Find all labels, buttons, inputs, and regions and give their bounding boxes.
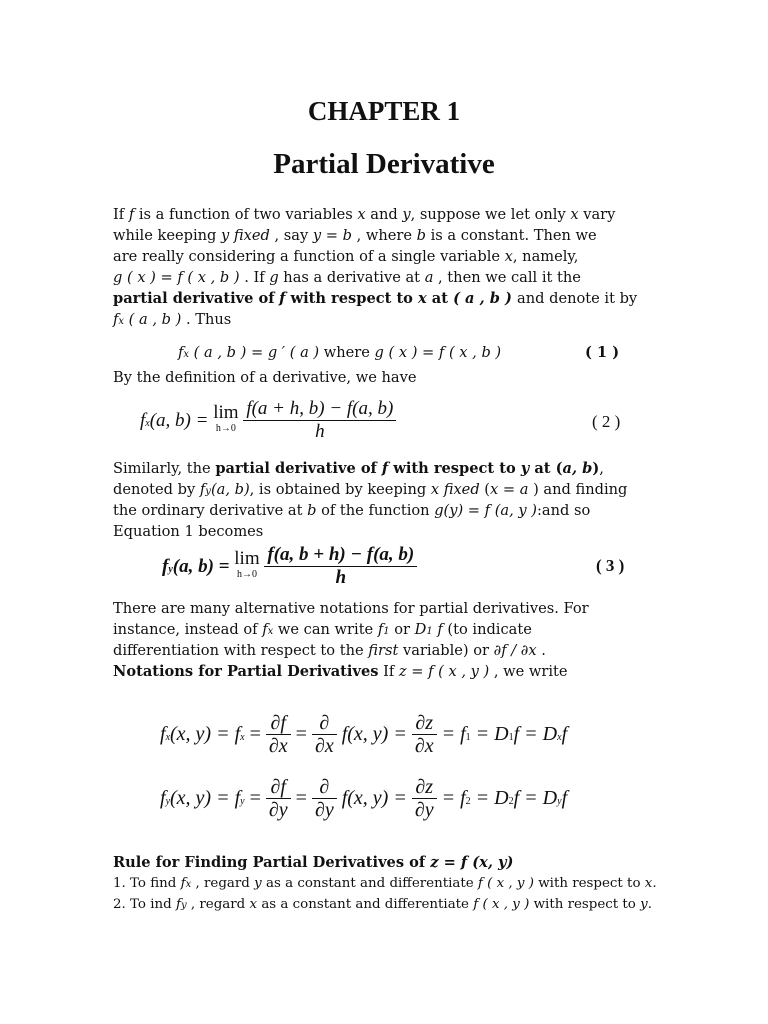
- intro-paragraph: [113, 204, 693, 330]
- limit-operator: lim h→0: [213, 401, 239, 434]
- rule-heading: Rule for Finding Partial Derivatives of z = f (x, y): [113, 854, 514, 871]
- equation-4: fx(x, y) = fx = $\frac{\partial f}{\partial x}$ = $\frac{\partial}{\partial x}$ f(x, y) = $\frac{\partial z}{\partial x}$ = f1 = D1f = Dxf: [160, 712, 568, 757]
- equation-1-number: ( 1 ): [585, 344, 620, 361]
- notations-line-3: differentiation with respect to the first variable) or ∂f / ∂x .: [113, 642, 546, 659]
- notations-paragraph: [113, 598, 693, 682]
- similarly-line-2: denoted by fy(a, b), is obtained by keeping x fixed (x = a ) and finding: [113, 481, 628, 498]
- rule-section: [113, 852, 693, 915]
- intro-line-6: fx ( a , b ) . Thus: [113, 311, 232, 328]
- definition-line: By the definition of a derivative, we have: [113, 369, 417, 386]
- similarly-line-4: Equation 1 becomes: [113, 523, 264, 540]
- equation-1: fx ( a , b ) = g ′ ( a ) where g ( x ) = f ( x , b ): [178, 344, 502, 361]
- notations-line-1: There are many alternative notations for partial derivatives. For: [113, 600, 589, 617]
- intro-line-2: while keeping y fixed , say y = b , where b is a constant. Then we: [113, 227, 597, 244]
- notations-line-4: Notations for Partial Derivatives If z = f ( x , y ) , we write: [113, 663, 568, 680]
- equation-3: fy(a, b) = lim h→0 $\frac{f(a, b + h) - f(a, b)}{h}$: [162, 544, 417, 589]
- chapter-heading: CHAPTER 1: [307, 96, 461, 126]
- intro-line-5: partial derivative of f with respect to x at ( a , b ) and denote it by: [113, 290, 638, 307]
- intro-line-3: are really considering a function of a single variable x, namely,: [113, 248, 579, 265]
- equation-2: fx(a, b) = lim h→0 $\frac{f(a + h, b) - f(a, b)}{h}$: [140, 398, 396, 443]
- page-title: Partial Derivative: [273, 148, 495, 180]
- similarly-line-1: Similarly, the partial derivative of f with respect to y at (a, b),: [113, 460, 604, 477]
- similarly-paragraph: [113, 458, 693, 542]
- equation-2-number: ( 2 ): [592, 412, 621, 431]
- intro-line-4: g ( x ) = f ( x , b ) . If g has a derivative at a , then we call it the: [113, 269, 581, 286]
- equation-5: fy(x, y) = fy = $\frac{\partial f}{\partial y}$ = $\frac{\partial}{\partial y}$ f(x, y) = $\frac{\partial z}{\partial y}$ = f2 = D2f = Dyf: [160, 776, 568, 821]
- difference-quotient: $\frac{f(a, b + h) - f(a, b)}{h}$: [264, 544, 417, 589]
- rule-2: 2. To ind fy , regard x as a constant and differentiate f ( x , y ) with respect to y.: [113, 897, 652, 912]
- equation-3-number: ( 3 ): [596, 556, 625, 575]
- similarly-line-3: the ordinary derivative at b of the function g(y) = f (a, y ):and so: [113, 502, 591, 519]
- limit-operator: lim h→0: [234, 547, 260, 580]
- rule-1: 1. To find fx , regard y as a constant and differentiate f ( x , y ) with respect to x.: [113, 876, 657, 891]
- notations-line-2: instance, instead of fx we can write f1 or D1 f (to indicate: [113, 621, 532, 638]
- intro-line-1: If f is a function of two variables x and y, suppose we let only x vary: [113, 206, 616, 223]
- difference-quotient: $\frac{f(a + h, b) - f(a, b)}{h}$: [243, 398, 396, 443]
